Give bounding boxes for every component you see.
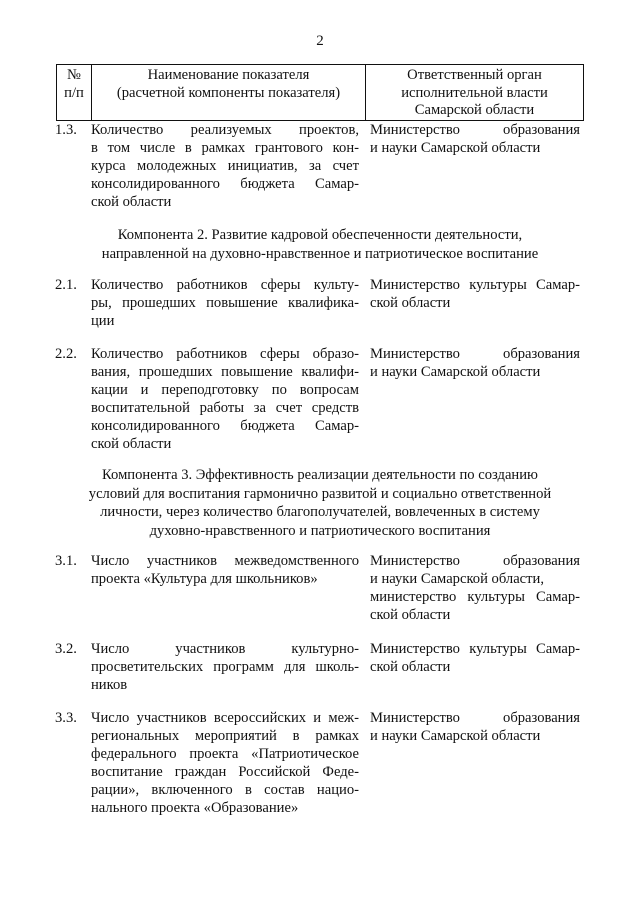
name-line: кации и переподготовку по вопросам bbox=[91, 382, 359, 398]
header-org-line: Ответственный орган bbox=[407, 67, 542, 83]
name-line: Число участников всероссийских и меж- bbox=[91, 710, 359, 726]
indicator-name bbox=[91, 276, 359, 330]
org-line: министерство культуры Самар- bbox=[370, 589, 580, 605]
indicator-name bbox=[91, 121, 359, 211]
indicator-name bbox=[91, 640, 359, 694]
section-heading bbox=[40, 466, 600, 540]
name-line: Количество работников сферы культу- bbox=[91, 277, 359, 293]
section-line: направленной на духовно-нравственное и патриотическое воспитание bbox=[101, 245, 539, 262]
name-line: Количество реализуемых проектов, bbox=[91, 122, 359, 138]
header-org-line: исполнительной власти bbox=[401, 84, 548, 101]
responsible-org bbox=[370, 345, 580, 381]
row-number: 3.2. bbox=[55, 641, 77, 657]
org-line: ской области bbox=[370, 295, 451, 311]
name-line: курса молодежных инициатив, за счет bbox=[91, 158, 359, 174]
header-num-cell bbox=[57, 65, 92, 121]
row-number: 2.2. bbox=[55, 346, 77, 362]
name-line: ской области bbox=[91, 436, 172, 452]
row-number: 3.3. bbox=[55, 710, 77, 726]
header-name-line: (расчетной компоненты показателя) bbox=[116, 84, 341, 101]
responsible-org bbox=[370, 640, 580, 676]
section-line: Компонента 3. Эффективность реализации деятельности по созданию bbox=[102, 467, 538, 483]
indicator-name bbox=[91, 345, 359, 453]
row-number: 2.1. bbox=[55, 277, 77, 293]
name-line: региональных мероприятий в рамках bbox=[91, 728, 359, 744]
name-line: проекта «Культура для школьников» bbox=[91, 571, 318, 587]
responsible-org bbox=[370, 276, 580, 312]
org-line: и науки Самарской области bbox=[370, 728, 541, 744]
responsible-org bbox=[370, 552, 580, 624]
header-num-line: № bbox=[67, 67, 81, 83]
org-line: и науки Самарской области, bbox=[370, 571, 544, 587]
section-line: условий для воспитания гармонично развитой и социально ответственной bbox=[88, 485, 552, 502]
name-line: просветительских программ для школь- bbox=[91, 659, 359, 675]
section-heading bbox=[40, 226, 600, 263]
page-number: 2 bbox=[316, 33, 324, 49]
name-line: Число участников культурно- bbox=[91, 641, 359, 657]
org-line: Министерство образования bbox=[370, 122, 580, 138]
indicator-name bbox=[91, 709, 359, 817]
org-line: Министерство образования bbox=[370, 553, 580, 569]
responsible-org bbox=[370, 121, 580, 157]
name-line: консолидированного бюджета Самар- bbox=[91, 176, 359, 192]
responsible-org bbox=[370, 709, 580, 745]
name-line: ской области bbox=[91, 194, 172, 210]
name-line: нального проекта «Образование» bbox=[91, 800, 299, 816]
name-line: ции bbox=[91, 313, 115, 329]
header-org-cell bbox=[366, 65, 584, 121]
org-line: ской области bbox=[370, 607, 451, 623]
name-line: ников bbox=[91, 677, 128, 693]
org-line: Министерство культуры Самар- bbox=[370, 641, 580, 657]
header-name-line: Наименование показателя bbox=[147, 67, 310, 83]
name-line: федерального проекта «Патриотическое bbox=[91, 746, 359, 762]
section-line: Компонента 2. Развитие кадровой обеспеченности деятельности, bbox=[117, 227, 523, 243]
name-line: вания, прошедших повышение квалифи- bbox=[91, 364, 359, 380]
name-line: рации», включенного в состав нацио- bbox=[91, 782, 359, 798]
name-line: воспитательной работы за счет средств bbox=[91, 400, 359, 416]
header-num-line: п/п bbox=[64, 84, 84, 101]
header-org-line: Самарской области bbox=[414, 102, 535, 118]
name-line: Число участников межведомственного bbox=[91, 553, 359, 569]
section-line: духовно-нравственного и патриотического воспитания bbox=[149, 522, 491, 539]
org-line: Министерство культуры Самар- bbox=[370, 277, 580, 293]
section-line: личности, через количество благополучателей, вовлеченных в систему bbox=[100, 504, 540, 520]
name-line: воспитание граждан Российской Феде- bbox=[91, 764, 359, 780]
name-line: в том числе в рамках грантового кон- bbox=[91, 140, 359, 156]
indicator-name bbox=[91, 552, 359, 588]
row-number: 1.3. bbox=[55, 122, 77, 138]
org-line: Министерство образования bbox=[370, 710, 580, 726]
name-line: Количество работников сферы образо- bbox=[91, 346, 359, 362]
org-line: и науки Самарской области bbox=[370, 140, 541, 156]
row-number: 3.1. bbox=[55, 553, 77, 569]
org-line: Министерство образования bbox=[370, 346, 580, 362]
org-line: и науки Самарской области bbox=[370, 364, 541, 380]
header-name-cell bbox=[92, 65, 366, 121]
table-header bbox=[56, 64, 584, 121]
org-line: ской области bbox=[370, 659, 451, 675]
name-line: ры, прошедших повышение квалифика- bbox=[91, 295, 359, 311]
name-line: консолидированного бюджета Самар- bbox=[91, 418, 359, 434]
